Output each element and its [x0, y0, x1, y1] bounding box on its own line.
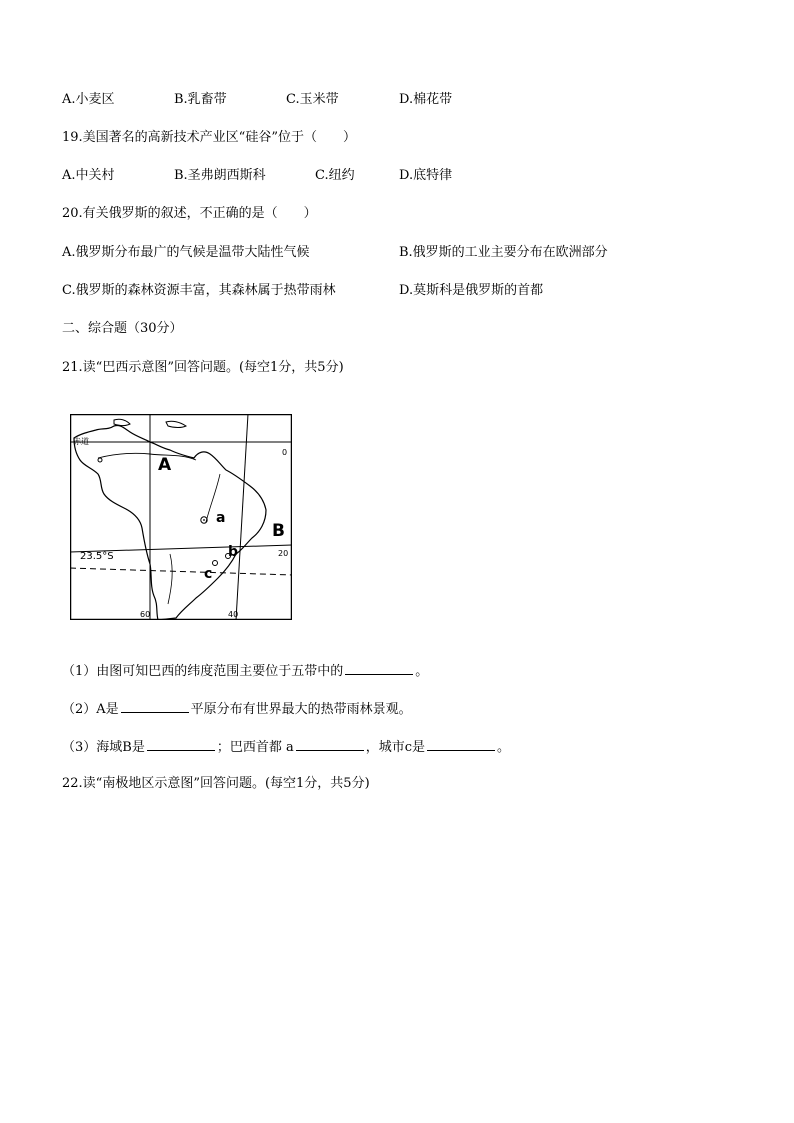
q22-stem: 22.读“南极地区示意图”回答问题。(每空1分，共5分) — [62, 776, 370, 791]
answer-blank-5[interactable] — [427, 736, 495, 751]
q21-stem: 21.读“巴西示意图”回答问题。(每空1分，共5分) — [62, 360, 344, 375]
lat-20-label: 20 — [278, 549, 289, 558]
tropic-label: 23.5°S — [80, 551, 114, 562]
q21-sub3 — [62, 736, 510, 757]
q18-option-d: D.棉花带 — [399, 92, 453, 107]
q20-option-c: C.俄罗斯的森林资源丰富，其森林属于热带雨林 — [62, 283, 336, 298]
answer-blank-3[interactable] — [147, 736, 215, 751]
q21-sub2 — [62, 698, 412, 719]
q18-option-c: C.玉米带 — [286, 92, 339, 107]
q18-option-b: B.乳畜带 — [174, 92, 227, 107]
q20-option-d: D.莫斯科是俄罗斯的首都 — [399, 283, 544, 298]
q21-sub2-text: （2）A是 — [62, 702, 119, 717]
lon-60-label: 60 — [140, 610, 151, 619]
map-label-A: A — [158, 455, 172, 475]
q21-sub1-text: （1）由图可知巴西的纬度范围主要位于五带中的 — [62, 664, 344, 679]
q18-option-a: A.小麦区 — [62, 92, 115, 107]
map-label-B: B — [272, 521, 285, 541]
q21-sub3-text-2: ；巴西首都 a — [216, 740, 294, 755]
q21-sub3-text-3: ，城市c是 — [365, 740, 425, 755]
section-heading: 二、综合题（30分） — [62, 321, 183, 336]
q21-sub1-end: 。 — [415, 664, 429, 679]
lon-40-label: 40 — [228, 610, 239, 619]
q21-sub3-text-1: （3）海域B是 — [62, 740, 145, 755]
q20-option-a: A.俄罗斯分布最广的气候是温带大陆性气候 — [62, 245, 310, 260]
answer-blank-1[interactable] — [345, 660, 413, 675]
answer-blank-4[interactable] — [296, 736, 364, 751]
map-label-b: b — [228, 544, 239, 560]
q21-sub2-end: 平原分布有世界最大的热带雨林景观。 — [190, 702, 412, 717]
brazil-map — [70, 414, 292, 620]
map-label-a: a — [216, 510, 226, 526]
q19-option-a: A.中关村 — [62, 168, 115, 183]
lat-0-label: 0 — [282, 448, 288, 457]
q20-option-b: B.俄罗斯的工业主要分布在欧洲部分 — [399, 245, 608, 260]
q19-stem: 19.美国著名的高新技术产业区“硅谷”位于（ ） — [62, 130, 356, 145]
map-label-c: c — [204, 566, 213, 582]
q19-option-b: B.圣弗朗西斯科 — [174, 168, 266, 183]
equator-label: 赤道 — [73, 437, 89, 446]
q21-sub3-end: 。 — [497, 740, 511, 755]
q21-sub1 — [62, 660, 428, 681]
q19-option-c: C.纽约 — [315, 168, 355, 183]
q20-stem: 20.有关俄罗斯的叙述，不正确的是（ ） — [62, 206, 317, 221]
q19-option-d: D.底特律 — [399, 168, 453, 183]
answer-blank-2[interactable] — [121, 698, 189, 713]
